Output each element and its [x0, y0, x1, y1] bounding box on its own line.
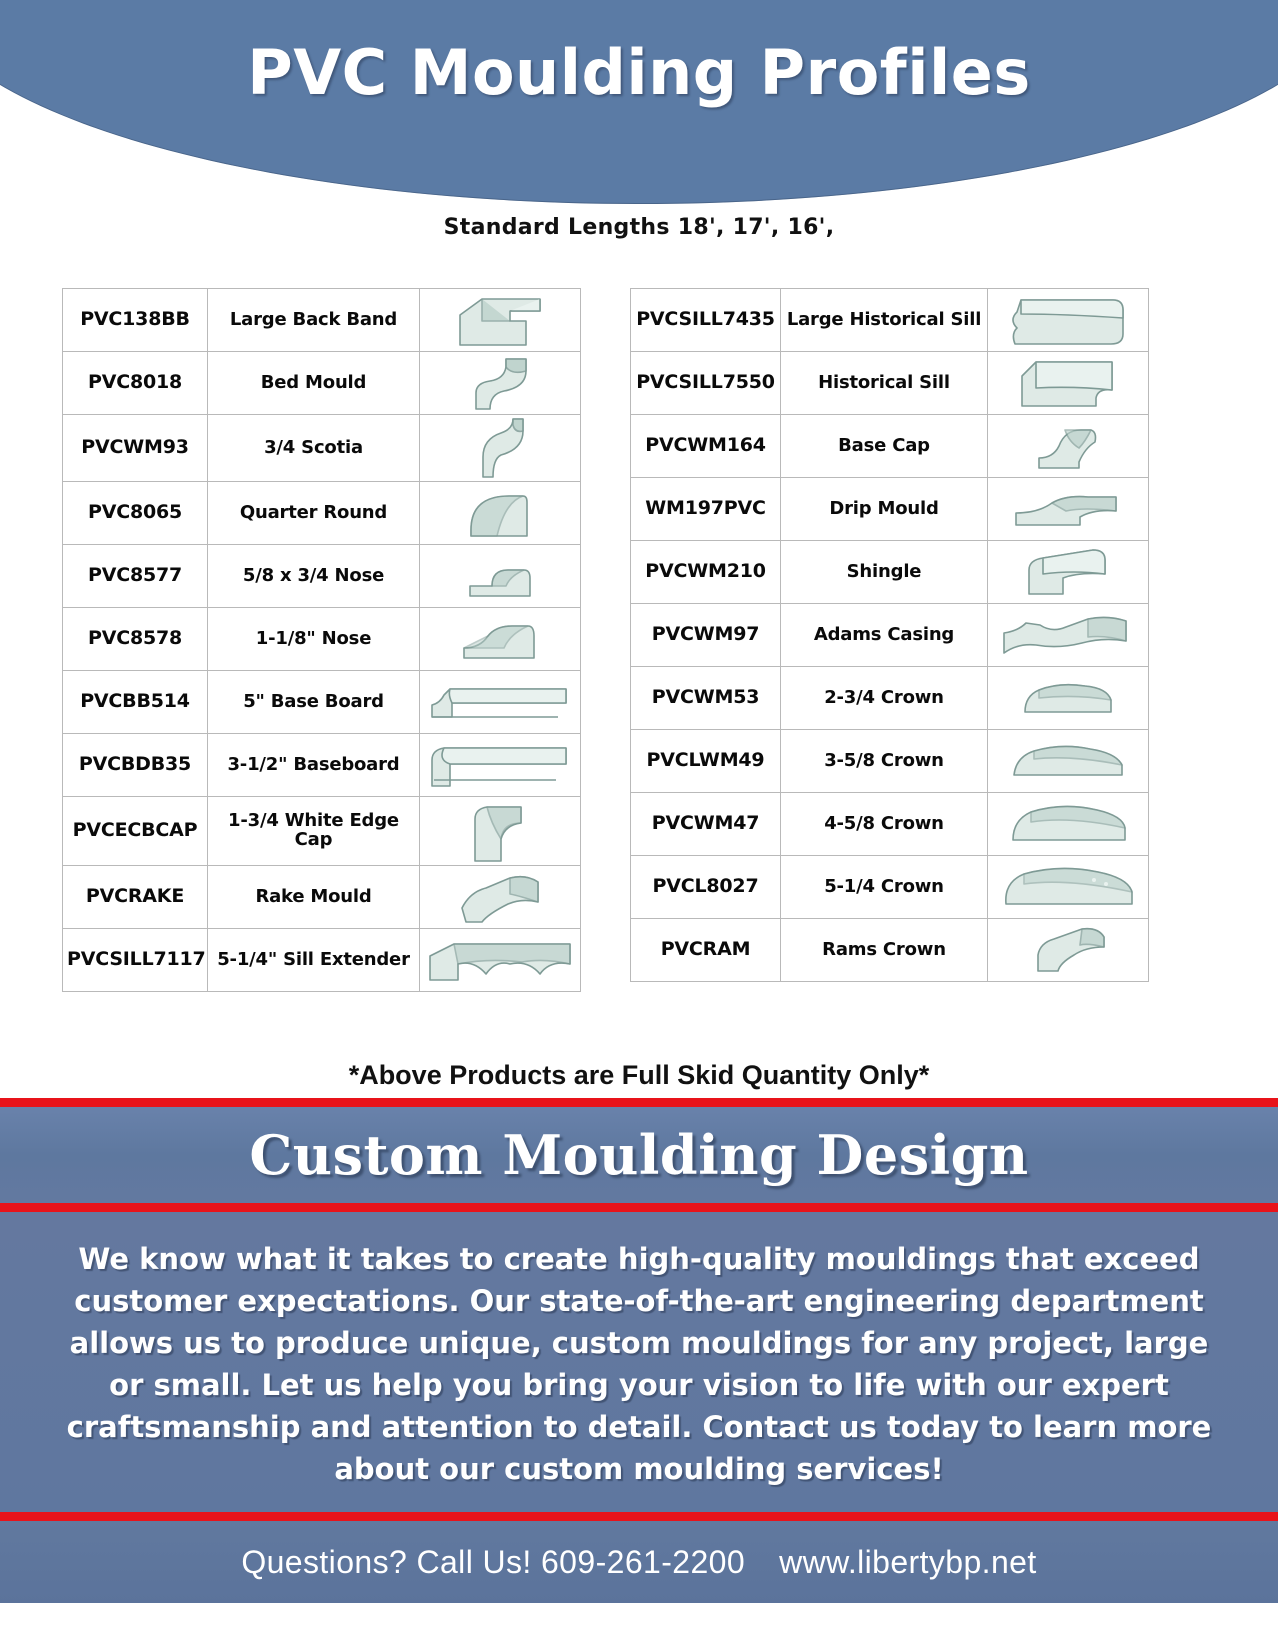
table-row: [63, 289, 581, 352]
product-name: 4-5/8 Crown: [781, 793, 988, 856]
product-name: Rake Mould: [208, 866, 420, 929]
table-row: [63, 734, 581, 797]
profile-bed-mould-icon: [420, 352, 581, 415]
table-row: [631, 352, 1149, 415]
table-row: [63, 671, 581, 734]
product-code: PVCL8027: [631, 856, 781, 919]
profile-nose-small-icon: [420, 545, 581, 608]
product-name: 1-1/8" Nose: [208, 608, 420, 671]
table-row: [63, 929, 581, 992]
product-code: PVCWM210: [631, 541, 781, 604]
product-name: Historical Sill: [781, 352, 988, 415]
product-code: PVCLWM49: [631, 730, 781, 793]
product-name: Quarter Round: [208, 482, 420, 545]
product-code: WM197PVC: [631, 478, 781, 541]
product-code: PVC8018: [63, 352, 208, 415]
promo-heading: Custom Moulding Design: [249, 1123, 1029, 1187]
product-name: 3/4 Scotia: [208, 415, 420, 482]
table-row: [631, 541, 1149, 604]
table-row: [63, 352, 581, 415]
divider-red-top: [0, 1098, 1278, 1107]
profile-crown-514-icon: [988, 856, 1149, 919]
product-name: 2-3/4 Crown: [781, 667, 988, 730]
product-name: 5/8 x 3/4 Nose: [208, 545, 420, 608]
product-code: PVC138BB: [63, 289, 208, 352]
promo-body-band: [0, 1212, 1278, 1512]
product-code: PVC8577: [63, 545, 208, 608]
promo-heading-band: [0, 1107, 1278, 1203]
product-name: 5-1/4 Crown: [781, 856, 988, 919]
table-row: [631, 478, 1149, 541]
divider-red-middle: [0, 1203, 1278, 1212]
table-row: [631, 415, 1149, 478]
product-name: 1-3/4 White Edge Cap: [208, 797, 420, 866]
product-name: Rams Crown: [781, 919, 988, 982]
product-table-left: [62, 288, 581, 992]
product-name: 5-1/4" Sill Extender: [208, 929, 420, 992]
profile-sill-extender-icon: [420, 929, 581, 992]
product-name: 3-1/2" Baseboard: [208, 734, 420, 797]
product-code: PVCSILL7550: [631, 352, 781, 415]
divider-red-bottom: [0, 1512, 1278, 1521]
profile-large-historical-sill-icon: [988, 289, 1149, 352]
product-table-right: [630, 288, 1149, 982]
product-code: PVCSILL7117: [63, 929, 208, 992]
table-row: [631, 856, 1149, 919]
profile-drip-mould-icon: [988, 478, 1149, 541]
page-title: PVC Moulding Profiles: [247, 36, 1031, 109]
product-code: PVCRAM: [631, 919, 781, 982]
profile-rams-crown-icon: [988, 919, 1149, 982]
profile-crown-358-icon: [988, 730, 1149, 793]
profile-baseboard-icon: [420, 734, 581, 797]
table-row: [631, 604, 1149, 667]
profile-crown-458-icon: [988, 793, 1149, 856]
custom-moulding-promo: [0, 1098, 1278, 1603]
table-row: [63, 866, 581, 929]
profile-edge-cap-icon: [420, 797, 581, 866]
product-name: Drip Mould: [781, 478, 988, 541]
profile-rake-icon: [420, 866, 581, 929]
profile-quarter-round-icon: [420, 482, 581, 545]
table-row: [63, 482, 581, 545]
product-code: PVCWM93: [63, 415, 208, 482]
profile-shingle-icon: [988, 541, 1149, 604]
profile-scotia-icon: [420, 415, 581, 482]
profile-base-cap-icon: [988, 415, 1149, 478]
profile-base-board-icon: [420, 671, 581, 734]
profile-adams-casing-icon: [988, 604, 1149, 667]
contact-website[interactable]: www.libertybp.net: [779, 1543, 1037, 1580]
product-name: Bed Mould: [208, 352, 420, 415]
table-row: [63, 797, 581, 866]
table-row: [631, 289, 1149, 352]
product-code: PVC8578: [63, 608, 208, 671]
table-row: [63, 545, 581, 608]
product-name: Large Back Band: [208, 289, 420, 352]
profile-back-band-icon: [420, 289, 581, 352]
product-name: Base Cap: [781, 415, 988, 478]
product-code: PVCECBCAP: [63, 797, 208, 866]
product-tables: [0, 288, 1278, 1018]
table-row: [631, 793, 1149, 856]
skid-quantity-note: *Above Products are Full Skid Quantity Only*: [348, 1060, 930, 1090]
product-code: PVCSILL7435: [631, 289, 781, 352]
product-name: 3-5/8 Crown: [781, 730, 988, 793]
table-row: [63, 608, 581, 671]
promo-body-text: We know what it takes to create high-quality mouldings that exceed customer expectations. Our state-of-the-art engineering department allows us to produce unique, custom mouldings for any project, large or small. Let us help you bring your vision to life with our expert craftsmanship and attention to detail. Contact us today to learn more about our custom moulding services!: [66, 1242, 1212, 1487]
standard-lengths-note: Standard Lengths 18', 17', 16',: [443, 215, 835, 240]
product-code: PVCWM164: [631, 415, 781, 478]
product-code: PVC8065: [63, 482, 208, 545]
profile-crown-234-icon: [988, 667, 1149, 730]
contact-phone: Questions? Call Us! 609-261-2200: [241, 1543, 746, 1580]
product-code: PVCWM47: [631, 793, 781, 856]
table-row: [631, 919, 1149, 982]
product-code: PVCWM97: [631, 604, 781, 667]
product-code: PVCWM53: [631, 667, 781, 730]
product-code: PVCRAKE: [63, 866, 208, 929]
profile-historical-sill-icon: [988, 352, 1149, 415]
table-row: [63, 415, 581, 482]
table-row: [631, 730, 1149, 793]
product-name: Shingle: [781, 541, 988, 604]
product-code: PVCBB514: [63, 671, 208, 734]
product-name: Adams Casing: [781, 604, 988, 667]
profile-nose-large-icon: [420, 608, 581, 671]
table-row: [631, 667, 1149, 730]
product-name: Large Historical Sill: [781, 289, 988, 352]
product-code: PVCBDB35: [63, 734, 208, 797]
product-name: 5" Base Board: [208, 671, 420, 734]
contact-band: [0, 1521, 1278, 1603]
